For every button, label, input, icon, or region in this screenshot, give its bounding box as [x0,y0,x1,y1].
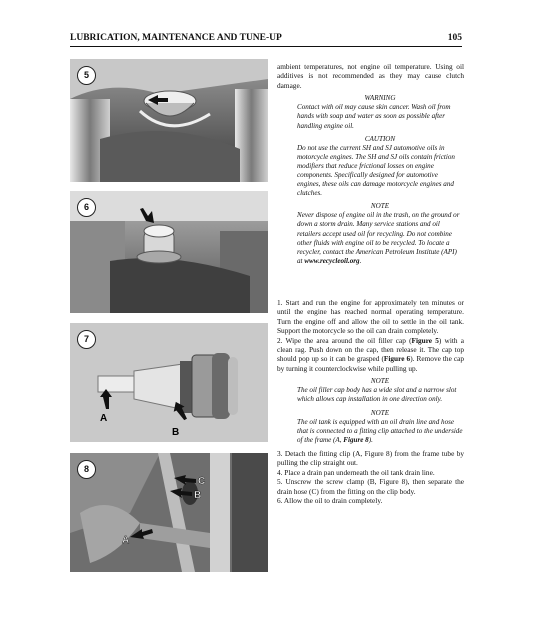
figure-8-label-c: C [198,476,206,487]
note-drain-line-end: ). [368,435,373,444]
text-column-upper [277,62,464,270]
note-drain-line-body: The oil tank is equipped with an oil drain line and hose that is connected to a fitting clip attached to the underside of the frame (A, [297,417,463,444]
figure-7-label-a: A [100,413,108,424]
step-2-fig-a: Figure 5 [411,335,439,345]
note-filler-cap [297,377,463,404]
header-rule [70,46,462,47]
note-drain-line-heading: NOTE [370,408,390,417]
note-filler-cap-body: The oil filler cap body has a wide slot and a narrow slot which allows cap installation in one direction only. [297,386,457,404]
text-column-lower [277,298,464,505]
step-3: 3. Detach the fitting clip (A, Figure 8) from the frame tube by pulling the clip straight out. [277,448,464,468]
page-number: 105 [447,33,462,43]
header-title: LUBRICATION, MAINTENANCE AND TUNE-UP [70,33,282,43]
step-2-b: ) with a clean rag. Push down on the cap, then release it. The cap top should pop up so it can be grasped ( [277,335,464,364]
step-2 [277,336,464,374]
figure-8-label-a: A [122,535,130,546]
caution-heading: CAUTION [364,134,396,143]
intro-paragraph: ambient temperatures, not engine oil temperature. Using oil additives is not recommended as they may cause clutch damage. [277,62,464,90]
warning-body: Contact with oil may cause skin cancer. Wash oil from hands with soap and water as soon as possible after handling engine oil. [297,103,451,130]
figure-5-number: 5 [77,66,96,85]
step-4: 4. Place a drain pan underneath the oil tank drain line. [277,467,435,477]
warning-heading: WARNING [364,94,396,103]
figure-6-photo [70,191,268,313]
figure-8-photo [70,453,268,572]
recycle-url: www.recycleoil.org [304,256,360,265]
note-filler-cap-heading: NOTE [370,377,390,386]
figure-5-photo [70,59,268,182]
note-recycling [297,202,463,266]
step-5: 5. Unscrew the screw clamp (B, Figure 8), then separate the drain hose (C) from the fitting on the clip body. [277,477,464,496]
step-2-fig-b: Figure 6 [383,354,411,364]
page-header [70,33,462,47]
step-2-c: ). Remove the cap by turning it counterclockwise while pulling up. [277,354,464,373]
figure-6-number: 6 [77,198,96,217]
caution-box [297,135,463,199]
note-drain-line-fig: Figure 8 [343,435,369,444]
step-6: 6. Allow the oil to drain completely. [277,495,383,505]
note-drain-line [297,409,463,445]
step-1: 1. Start and run the engine for approximately ten minutes or until the engine has reached normal operating temperature. Turn the engine off and allow the oil to settle in the oil tank. Support the motorcycle so the oil can drain completely. [277,298,464,336]
step-2-a: 2. Wipe the area around the oil filler cap ( [277,335,412,345]
figure-7-label-b: B [172,427,180,438]
note-recycling-body: Never dispose of engine oil in the trash, on the ground or down a storm drain. Many service stations and oil retailers accept used oil for recycling. Do not combine other fluids with engine oil to be recycled. To locate a recycler, contact the American Petroleum Institute (API) at [297,211,460,265]
figure-8-label-b: B [194,490,202,501]
figure-8-number: 8 [77,460,96,479]
note-recycling-heading: NOTE [370,202,390,211]
note-recycling-end: . [359,256,362,265]
figure-7-number: 7 [77,330,96,349]
warning-box [297,94,463,130]
caution-body: Do not use the current SH and SJ automotive oils in motorcycle engines. The SH and SJ oils contain friction modifiers that reduce frictional losses on engine components. Specifically designed for automotive engines, these oils can damage motorcycle engines and clutches. [297,143,455,198]
figure-7-photo [70,323,268,442]
